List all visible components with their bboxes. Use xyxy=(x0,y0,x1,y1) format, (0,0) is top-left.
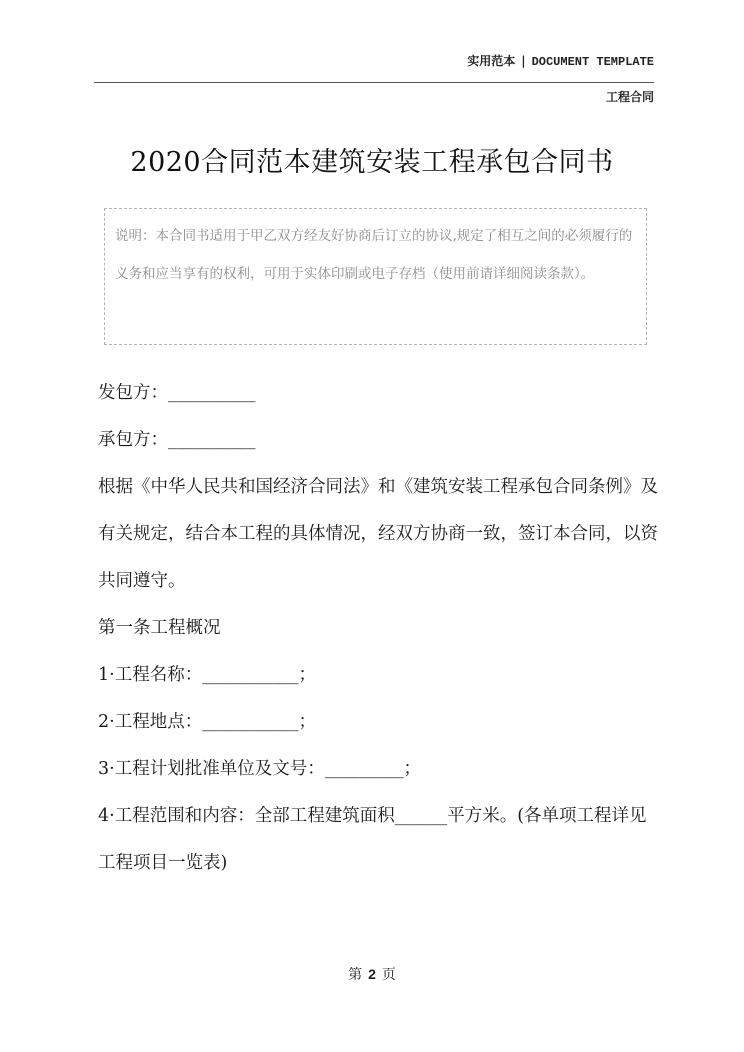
page-number: 2 xyxy=(368,966,376,982)
project-name-line: 1·工程名称：___________； xyxy=(98,665,316,685)
document-title: 2020合同范本建筑安装工程承包合同书 xyxy=(130,147,614,178)
header-brand-en: DOCUMENT TEMPLATE xyxy=(531,55,654,69)
footer-prefix: 第 xyxy=(348,967,363,983)
article-one-heading: 第一条工程概况 xyxy=(98,618,221,638)
employer-line: 发包方：__________ xyxy=(98,383,256,403)
page-footer xyxy=(0,964,744,984)
approval-unit-line: 3·工程计划批准单位及文号：_________； xyxy=(98,759,421,779)
header-separator: | xyxy=(521,54,526,68)
preamble-paragraph: 根据《中华人民共和国经济合同法》和《建筑安装工程承包合同条例》及有关规定，结合本工程的具体情况，经双方协商一致，签订本合同，以资共同遵守。 xyxy=(98,477,658,591)
project-location-line: 2·工程地点：___________； xyxy=(98,712,316,732)
header-divider xyxy=(94,82,654,83)
header-category: 工程合同 xyxy=(605,90,654,104)
project-scope-paragraph: 4·工程范围和内容：全部工程建筑面积______平方米。(各单项工程详见工程项目一览表) xyxy=(98,806,647,873)
page-header xyxy=(94,52,654,69)
header-brand-cn: 实用范本 xyxy=(467,54,516,68)
contractor-line: 承包方：__________ xyxy=(98,430,256,450)
footer-suffix: 页 xyxy=(381,967,396,983)
contract-body xyxy=(98,370,658,887)
description-note-text: 说明：本合同书适用于甲乙双方经友好协商后订立的协议,规定了相互之间的必须履行的义务和应当享有的权利，可用于实体印刷或电子存档（使用前请详细阅读条款）。 xyxy=(115,228,633,282)
description-note-box xyxy=(104,208,647,345)
